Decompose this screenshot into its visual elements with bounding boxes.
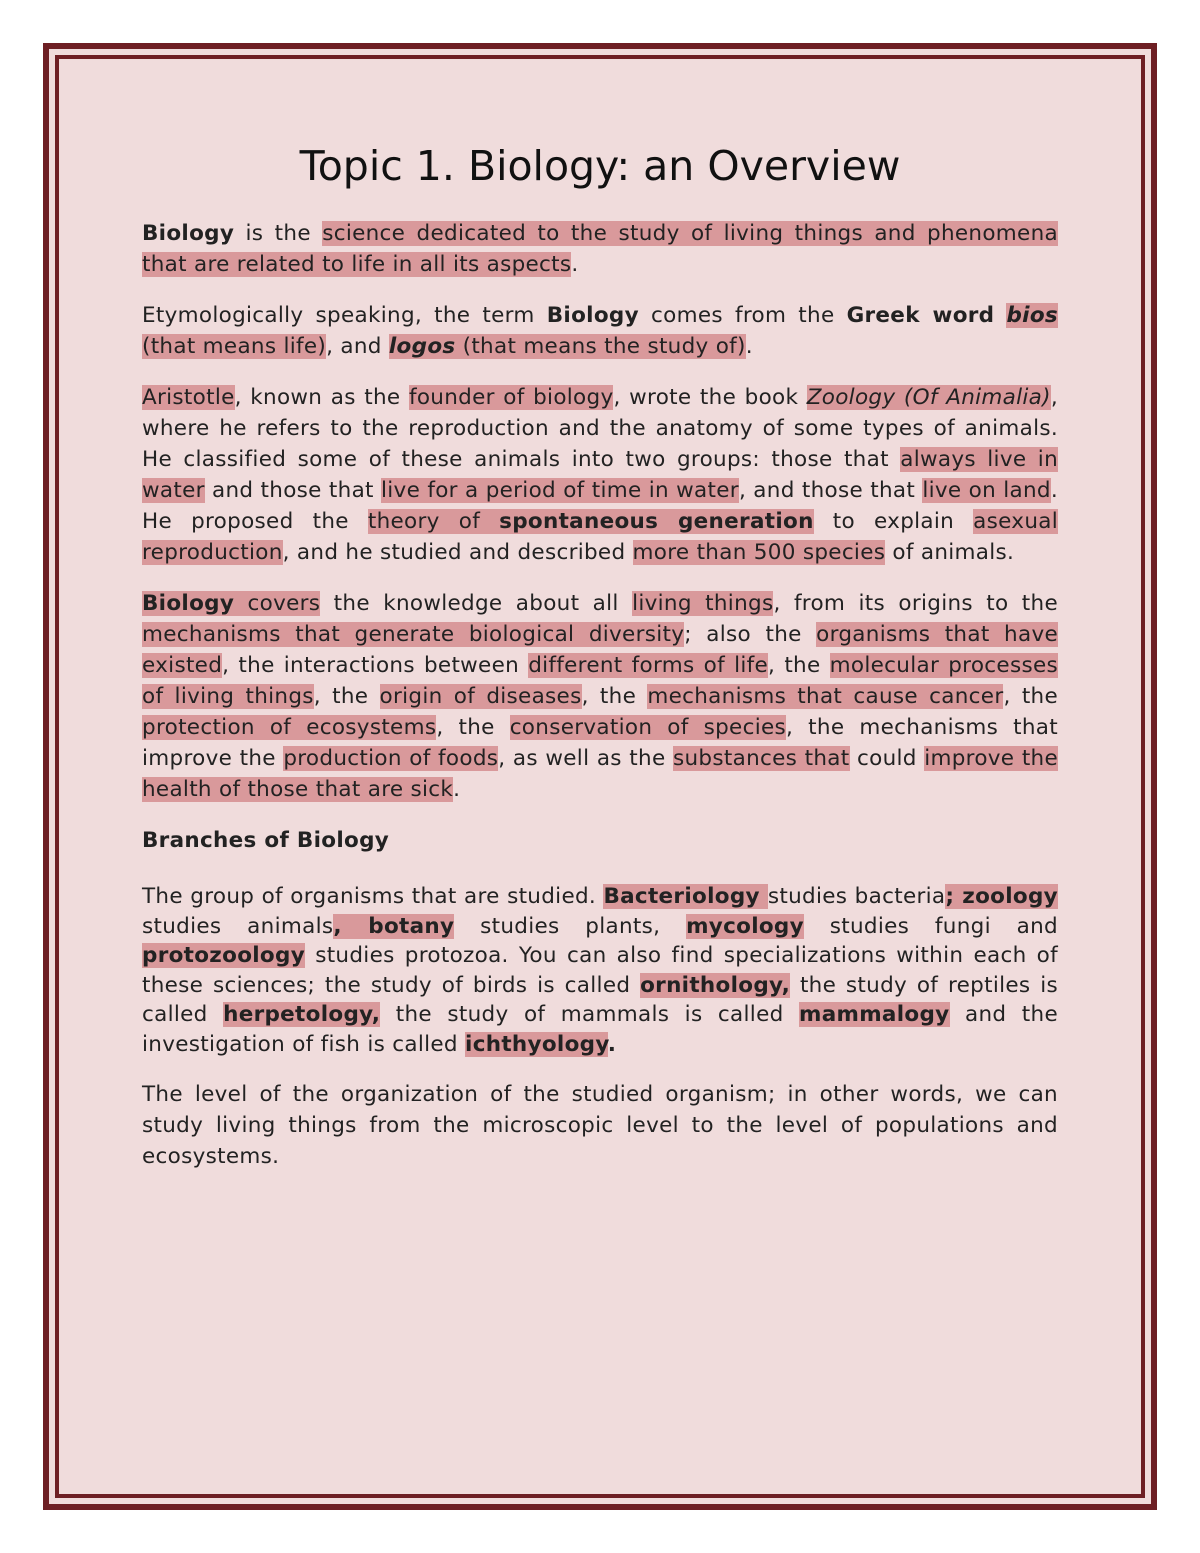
document-body — [142, 140, 1058, 1192]
paragraph-branches: The group of organisms that are studied. Bacteriology studies bacteria; zoology studies animals, botany studies plants, mycology studies fungi and protozoology studies protozoa. You can also find specializations within each of these sciences; the study of birds is called ornithology, the study of reptiles is called herpetology, the study of mammals is called mammalogy and the investigation of fish is called ichthyology. — [142, 884, 1058, 1057]
paragraph-levels: The level of the organization of the studied organism; in other words, we can study living things from the microscopic level to the level of populations and ecosystems. — [142, 1082, 1058, 1169]
page-title: Topic 1. Biology: an Overview — [299, 142, 901, 190]
section-heading-branches: Branches of Biology — [142, 828, 390, 853]
paragraph-scope: Biology covers the knowledge about all living things, from its origins to the mechanisms that generate biological diversity; also the organisms that have existed, the interactions between different forms of life, the molecular processes of living things, the origin of diseases, the mechanisms that cause cancer, the protection of ecosystems, the conservation of species, the mechanisms that improve the production of foods, as well as the substances that could improve the health of those that are sick. — [142, 591, 1059, 802]
book-title: Zoology (Of Animalia) — [806, 385, 1051, 410]
paragraph-etymology: Etymologically speaking, the term Biology comes from the Greek word bios (that means life), and logos (that means the study of). — [142, 303, 1058, 359]
highlight-logos: logos — [388, 334, 456, 359]
paragraph-definition: Biology is the science dedicated to the study of living things and phenomena that are related to life in all its aspects. — [142, 221, 1058, 277]
highlight-aristotle: Aristotle — [142, 385, 235, 410]
term-biology: Biology — [142, 221, 235, 246]
highlight-bios: bios — [1006, 303, 1058, 328]
highlight-definition: science dedicated to the study of living things and phenomena that are related to life in all its aspects — [142, 221, 1058, 277]
paragraph-aristotle: Aristotle, known as the founder of biology, wrote the book Zoology (Of Animalia), where he refers to the reproduction and the anatomy of some types of animals. He classified some of these animals into two groups: those that always live in water and those that live for a period of time in water, and those that live on land. He proposed the theory of spontaneous generation to explain asexual reproduction, and he studied and described more than 500 species of animals. — [142, 385, 1059, 565]
